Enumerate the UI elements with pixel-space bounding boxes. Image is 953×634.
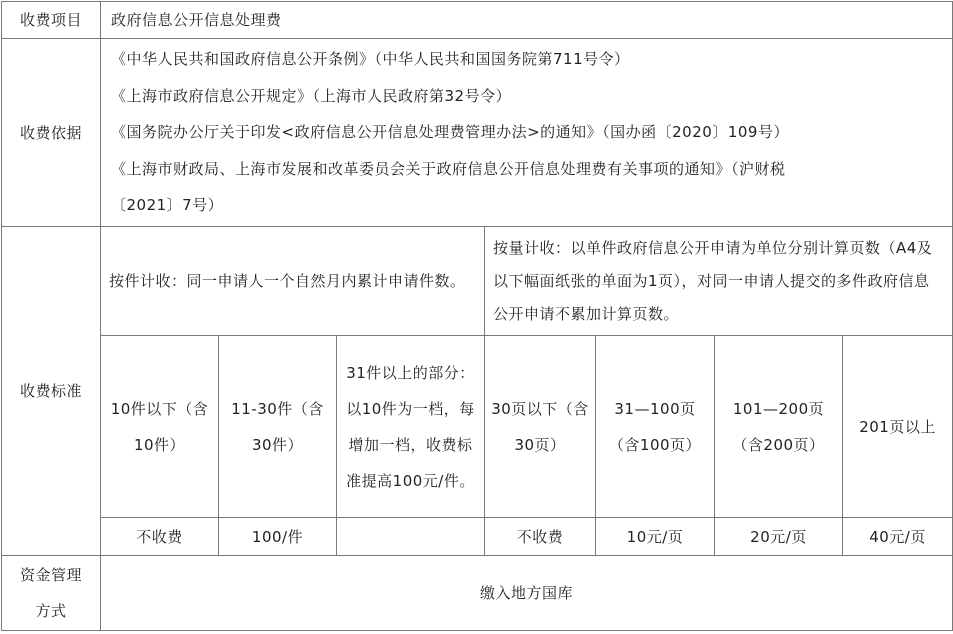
row-fee-tiers: [2, 336, 953, 518]
tier-fee: 不收费: [101, 518, 219, 556]
label-fee-basis: 收费依据: [2, 39, 101, 227]
tier-range: 10件以下（含10件）: [101, 336, 219, 518]
row-fee-amounts: [2, 518, 953, 556]
tier-range: 201页以上: [843, 336, 953, 518]
tier-range: 31—100页（含100页）: [596, 336, 715, 518]
basis-line: 〔2021〕7号）: [111, 196, 224, 215]
fee-item-value: 政府信息公开信息处理费: [101, 2, 953, 39]
basis-line: 《上海市政府信息公开规定》（上海市人民政府第32号令）: [111, 86, 512, 105]
tier-range: 11-30件（含30件）: [219, 336, 337, 518]
row-fee-basis: [2, 39, 953, 227]
row-funds-management: [2, 556, 953, 631]
label-funds-management: 资金管理方式: [2, 556, 101, 631]
fee-basis-list: [101, 39, 953, 227]
tier-fee: 20元/页: [715, 518, 843, 556]
label-fee-standard: 收费标准: [2, 227, 101, 556]
basis-line: 《中华人民共和国政府信息公开条例》（中华人民共和国国务院第711号令）: [111, 50, 630, 69]
per-page-rule: 按量计收：以单件政府信息公开申请为单位分别计算页数（A4及以下幅面纸张的单面为1页），对同一申请人提交的多件政府信息公开申请不累加计算页数。: [485, 227, 953, 336]
tier-fee: 100/件: [219, 518, 337, 556]
basis-line: 《上海市财政局、上海市发展和改革委员会关于政府信息公开信息处理费有关事项的通知》（沪财税: [111, 159, 786, 178]
tier-range: 101—200页（含200页）: [715, 336, 843, 518]
tier-fee: [337, 518, 485, 556]
basis-line: 《国务院办公厅关于印发<政府信息公开信息处理费管理办法>的通知》（国办函〔2020〕109号）: [111, 123, 789, 142]
tier-range: 30页以下（含30页）: [485, 336, 596, 518]
tier-fee: 40元/页: [843, 518, 953, 556]
row-fee-item: [2, 2, 953, 39]
tier-fee: 10元/页: [596, 518, 715, 556]
tier-fee: 不收费: [485, 518, 596, 556]
label-fee-item: 收费项目: [2, 2, 101, 39]
per-item-rule: 按件计收：同一申请人一个自然月内累计申请件数。: [101, 227, 485, 336]
funds-management-value: 缴入地方国库: [101, 556, 953, 631]
fee-table: [1, 1, 953, 631]
row-fee-standard-rules: [2, 227, 953, 336]
tier-range: 31件以上的部分：以10件为一档，每增加一档，收费标准提高100元/件。: [337, 336, 485, 518]
